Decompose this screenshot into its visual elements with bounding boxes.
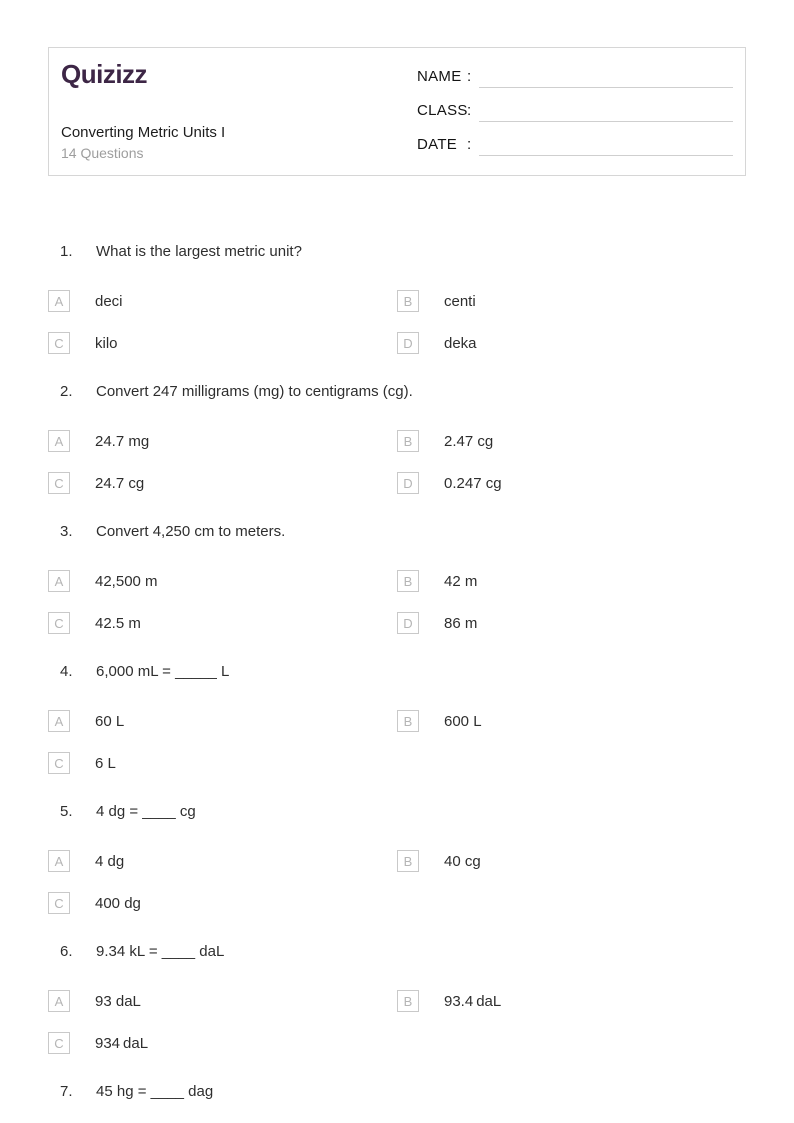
options-grid <box>48 850 746 914</box>
option-text: 400 dg <box>95 894 141 912</box>
header-left <box>61 60 225 163</box>
option-letter-box[interactable]: B <box>397 430 419 452</box>
options-grid <box>48 430 746 494</box>
question-block <box>48 521 746 634</box>
answer-option[interactable] <box>397 430 746 452</box>
question-line <box>48 801 746 823</box>
option-text: 93.4 daL <box>444 992 502 1010</box>
option-text: 86 m <box>444 614 478 632</box>
option-letter-box[interactable]: B <box>397 710 419 732</box>
answer-option[interactable] <box>397 332 746 354</box>
answer-option[interactable] <box>48 990 397 1012</box>
name-fill-in-line[interactable] <box>479 60 733 88</box>
option-letter-box[interactable]: C <box>48 332 70 354</box>
option-letter-box[interactable]: A <box>48 710 70 732</box>
answer-option[interactable] <box>48 710 397 732</box>
option-letter-box[interactable]: C <box>48 612 70 634</box>
title-block <box>61 123 225 163</box>
option-letter-box[interactable]: B <box>397 570 419 592</box>
option-text: 600 L <box>444 712 482 730</box>
question-block <box>48 381 746 494</box>
answer-option[interactable] <box>397 290 746 312</box>
option-text: 93 daL <box>95 992 141 1010</box>
question-block <box>48 661 746 774</box>
answer-option[interactable] <box>397 570 746 592</box>
name-field-label: NAME <box>417 68 462 85</box>
question-block <box>48 241 746 354</box>
option-letter-box[interactable]: D <box>397 472 419 494</box>
question-line <box>48 521 746 543</box>
option-text: 24.7 mg <box>95 432 150 450</box>
question-block <box>48 941 746 1054</box>
option-text: deka <box>444 334 477 352</box>
question-line <box>48 241 746 263</box>
option-text: kilo <box>95 334 118 352</box>
option-letter-box[interactable]: B <box>397 290 419 312</box>
worksheet-page <box>0 47 794 1123</box>
date-field-row <box>417 128 733 162</box>
option-text: 42,500 m <box>95 572 158 590</box>
name-field-row <box>417 60 733 94</box>
class-field-label: CLASS <box>417 102 468 119</box>
question-line <box>48 381 746 403</box>
option-text: centi <box>444 292 476 310</box>
question-block <box>48 801 746 914</box>
questions-list <box>48 241 746 1123</box>
answer-option[interactable] <box>48 1032 397 1054</box>
option-letter-box[interactable]: A <box>48 990 70 1012</box>
option-letter-box[interactable]: A <box>48 570 70 592</box>
question-count: 14 Questions <box>61 145 144 161</box>
option-letter-box[interactable]: A <box>48 430 70 452</box>
option-letter-box[interactable]: C <box>48 472 70 494</box>
option-text: 2.47 cg <box>444 432 494 450</box>
worksheet-title: Converting Metric Units I <box>61 124 226 141</box>
option-text: 42 m <box>444 572 478 590</box>
question-number: 3. <box>60 523 73 540</box>
answer-option[interactable] <box>397 612 746 634</box>
option-text: 40 cg <box>444 852 481 870</box>
option-letter-box[interactable]: D <box>397 332 419 354</box>
answer-option[interactable] <box>48 850 397 872</box>
option-letter-box[interactable]: D <box>397 612 419 634</box>
option-text: 4 dg <box>95 852 125 870</box>
option-text: 934 daL <box>95 1034 149 1052</box>
question-number: 5. <box>60 803 73 820</box>
class-fill-in-line[interactable] <box>479 94 733 122</box>
options-grid <box>48 710 746 774</box>
question-text: 6,000 mL = _____ L <box>96 663 230 680</box>
answer-option[interactable] <box>48 290 397 312</box>
answer-option[interactable] <box>48 570 397 592</box>
question-line <box>48 1081 746 1103</box>
date-field-label: DATE <box>417 136 458 153</box>
option-text: 0.247 cg <box>444 474 502 492</box>
options-grid <box>48 990 746 1054</box>
option-text: 6 L <box>95 754 116 772</box>
option-text: deci <box>95 292 123 310</box>
option-text: 42.5 m <box>95 614 141 632</box>
answer-option[interactable] <box>397 990 746 1012</box>
header-fields <box>417 60 733 163</box>
question-number: 7. <box>60 1083 73 1100</box>
answer-option[interactable] <box>48 472 397 494</box>
answer-option[interactable] <box>397 850 746 872</box>
option-letter-box[interactable]: B <box>397 990 419 1012</box>
options-grid <box>48 290 746 354</box>
question-text: 45 hg = ____ dag <box>96 1083 214 1100</box>
question-line <box>48 661 746 683</box>
question-number: 6. <box>60 943 73 960</box>
option-letter-box[interactable]: C <box>48 752 70 774</box>
answer-option[interactable] <box>397 710 746 732</box>
name-field-colon: : <box>467 68 472 85</box>
options-grid <box>48 570 746 634</box>
question-text: Convert 247 milligrams (mg) to centigrams (cg). <box>96 383 413 400</box>
option-letter-box[interactable]: A <box>48 850 70 872</box>
question-text: Convert 4,250 cm to meters. <box>96 523 286 540</box>
option-letter-box[interactable]: C <box>48 1032 70 1054</box>
option-text: 24.7 cg <box>95 474 145 492</box>
option-letter-box[interactable]: C <box>48 892 70 914</box>
date-fill-in-line[interactable] <box>479 128 733 156</box>
class-field-colon: : <box>467 102 472 119</box>
option-letter-box[interactable]: B <box>397 850 419 872</box>
date-field-colon: : <box>467 136 472 153</box>
quizizz-logo: Quizizz <box>61 59 148 89</box>
question-line <box>48 941 746 963</box>
question-block <box>48 1081 746 1123</box>
option-letter-box[interactable]: A <box>48 290 70 312</box>
question-text: 4 dg = ____ cg <box>96 803 196 820</box>
answer-option[interactable] <box>48 752 397 774</box>
question-text: 9.34 kL = ____ daL <box>96 943 225 960</box>
class-field-row <box>417 94 733 128</box>
option-text: 60 L <box>95 712 125 730</box>
question-number: 2. <box>60 383 73 400</box>
question-number: 4. <box>60 663 73 680</box>
answer-option[interactable] <box>48 612 397 634</box>
answer-option[interactable] <box>48 430 397 452</box>
answer-option[interactable] <box>397 472 746 494</box>
question-number: 1. <box>60 243 73 260</box>
question-text: What is the largest metric unit? <box>96 243 302 260</box>
answer-option[interactable] <box>48 892 397 914</box>
answer-option[interactable] <box>48 332 397 354</box>
worksheet-header <box>48 47 746 176</box>
